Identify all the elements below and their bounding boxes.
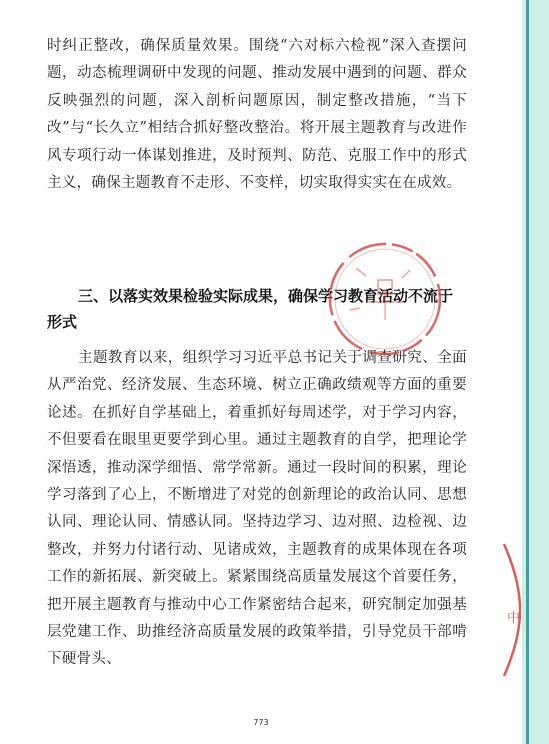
section-heading: 三、以落实效果检验实际成果，确保学习教育活动不流于形式: [47, 287, 454, 331]
paragraph-1: 时纠正整改，确保质量效果。围绕“六对标六检视”深入查摆问题，动态梳理调研中发现的问题、推动发展中遇到的问题、群众反映强烈的问题，深入剖析问题原因，制定整改措施，“当下改”与“长久立”相结合抓好整改整治。将开展主题教育与改进作风专项行动一体谋划推进，及时预判、防范、克服工作中的形式主义，确保主题教育不走形、不变样，切实取得实实在在成效。: [47, 38, 467, 192]
paragraph-2: 主题教育以来，组织学习习近平总书记关于调查研究、全面从严治党、经济发展、生态环境、树立正确政绩观等方面的重要论述。在抓好自学基础上，着重抓好每周述学，对于学习内容，不但要看在眼里更要学到心里。通过主题教育的自学，把理论学深悟透，推动深学细悟、常学常新。通过一段时间的积累，理论学习落到了心上，不断增进了对党的创新理论的政治认同、思想认同、理论认同、情感认同。坚持边学习、边对照、边检视、边整改，并努力付诸行动、见诸成效，主题教育的成果体现在各项工作的新拓展、新突破上。紧紧围绕高质量发展这个首要任务，把开展主题教育与推动中心工作紧密结合起来，研究制定加强基层党建工作、助推经济高质量发展的政策举措，引导党员干部啃下硬骨头、: [47, 350, 467, 668]
seal-char: 中: [507, 611, 521, 626]
partial-seal-stamp: [500, 540, 522, 680]
official-seal-stamp: [326, 240, 444, 358]
page-edge-line: [526, 0, 529, 744]
page-number: 773: [253, 718, 269, 727]
